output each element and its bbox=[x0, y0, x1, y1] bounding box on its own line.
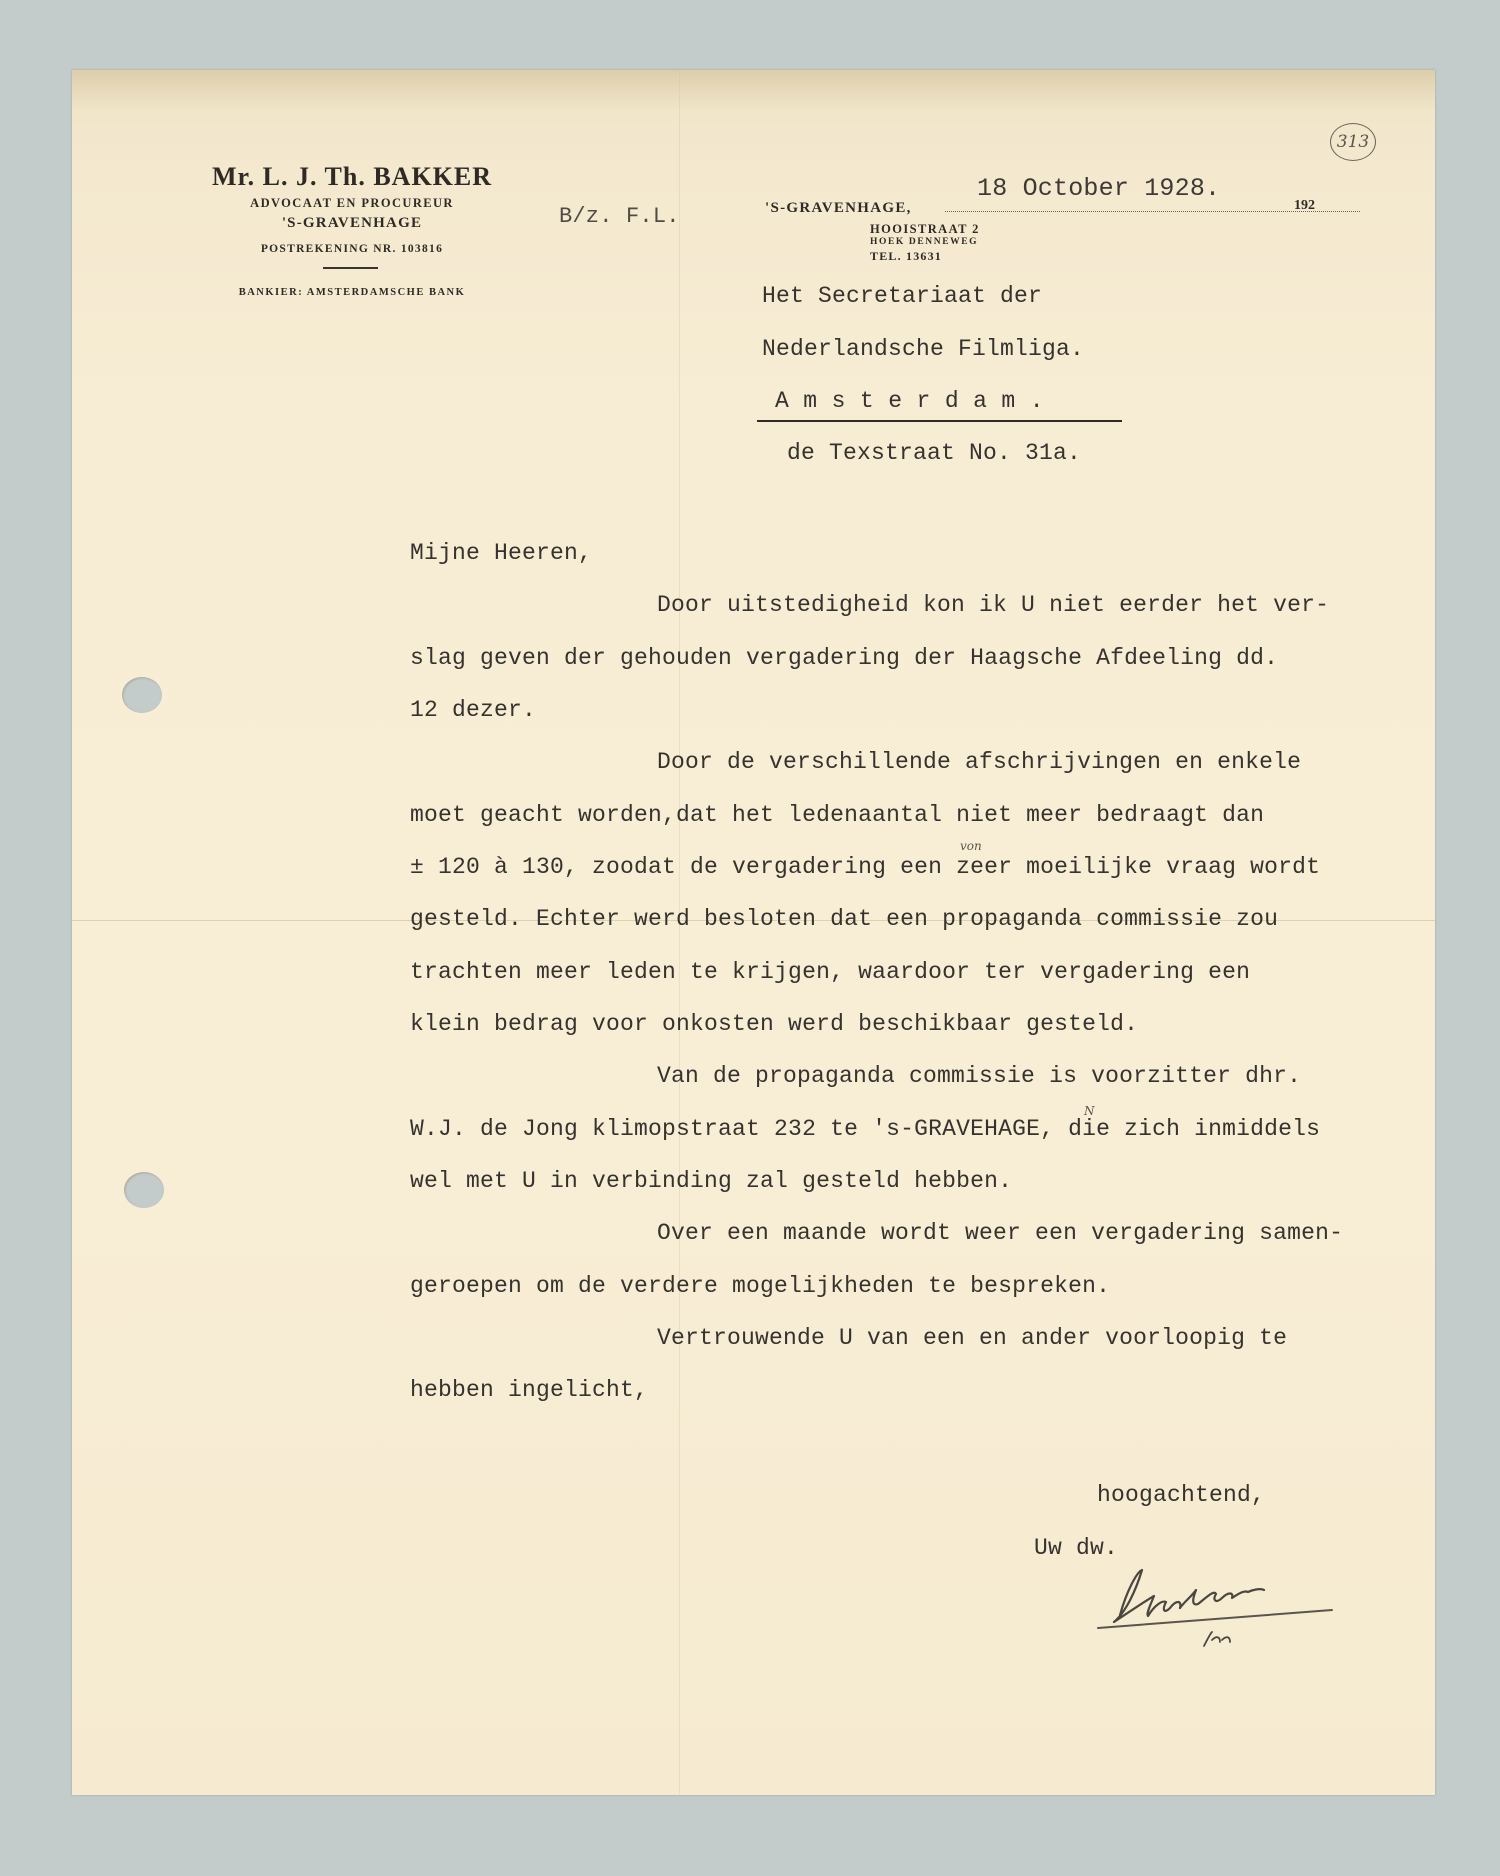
letterhead-telephone: TEL. 13631 bbox=[870, 249, 943, 263]
letterhead-name-surname: BAKKER bbox=[373, 162, 493, 191]
body-line: gesteld. Echter werd besloten dat een propaganda commissie zou bbox=[410, 906, 1279, 932]
body-line: 12 dezer. bbox=[410, 697, 537, 723]
punch-hole-upper bbox=[122, 677, 162, 713]
signoff: Uw dw. bbox=[1034, 1535, 1119, 1561]
letterhead-street: HOOISTRAAT 2 bbox=[870, 222, 980, 236]
body-line: W.J. de Jong klimopstraat 232 te 's-GRAVEHAGE, die zich inmiddels bbox=[410, 1116, 1321, 1142]
letterhead-postal-account: POSTREKENING NR. 103816 bbox=[260, 243, 444, 255]
letterhead-name-prefix: Mr. bbox=[211, 162, 256, 191]
salutation: Mijne Heeren, bbox=[410, 540, 593, 566]
letter-date: 18 October 1928. bbox=[977, 174, 1221, 203]
body-line: Van de propaganda commissie is voorzitter dhr. bbox=[657, 1063, 1302, 1089]
recipient-line: Het Secretariaat der bbox=[762, 283, 1043, 309]
recipient-city-underline bbox=[757, 420, 1122, 422]
body-line: slag geven der gehouden vergadering der Haagsche Afdeeling dd. bbox=[410, 645, 1279, 671]
letterhead-city: 'S-GRAVENHAGE bbox=[281, 215, 423, 231]
letter-reference: B/z. F.L. bbox=[559, 204, 680, 229]
body-line: ± 120 à 130, zoodat de vergadering een zeer moeilijke vraag wordt bbox=[410, 854, 1321, 880]
year-dotted-rule bbox=[1325, 211, 1350, 212]
recipient-city: Amsterdam. bbox=[775, 388, 1059, 414]
recipient-line: de Texstraat No. 31a. bbox=[787, 440, 1082, 466]
body-line: Over een maande wordt weer een vergadering samen- bbox=[657, 1220, 1344, 1246]
archive-page-number: 313 bbox=[1330, 123, 1376, 161]
letter-page bbox=[72, 70, 1435, 1795]
letterhead-year-prefix: 192 bbox=[1294, 198, 1315, 213]
letterhead-place-line: 'S-GRAVENHAGE, bbox=[765, 200, 912, 216]
body-line: hebben ingelicht, bbox=[410, 1377, 649, 1403]
body-line: klein bedrag voor onkosten werd beschikbaar gesteld. bbox=[410, 1011, 1139, 1037]
valediction: hoogachtend, bbox=[1097, 1482, 1266, 1508]
letterhead-bank: BANKIER: AMSTERDAMSCHE BANK bbox=[238, 287, 466, 298]
body-line: Door uitstedigheid kon ik U niet eerder het ver- bbox=[657, 592, 1330, 618]
letterhead-corner: HOEK DENNEWEG bbox=[870, 237, 979, 247]
recipient-line: Nederlandsche Filmliga. bbox=[762, 336, 1085, 362]
letterhead-name-initials: L. J. Th. bbox=[262, 162, 366, 191]
body-line: geroepen om de verdere mogelijkheden te bespreken. bbox=[410, 1273, 1111, 1299]
body-line: Door de verschillende afschrijvingen en enkele bbox=[657, 749, 1302, 775]
letterhead-role: ADVOCAAT EN PROCUREUR bbox=[250, 196, 454, 210]
punch-hole-lower bbox=[124, 1172, 164, 1208]
handwritten-insertion: N bbox=[1084, 1104, 1095, 1118]
handwritten-insertion: von bbox=[960, 839, 982, 853]
body-line: moet geacht worden,dat het ledenaantal niet meer bedraagt dan bbox=[410, 802, 1265, 828]
signature-scrawl-icon bbox=[1092, 1560, 1402, 1655]
body-line: trachten meer leden te krijgen, waardoor ter vergadering een bbox=[410, 959, 1251, 985]
body-line: Vertrouwende U van een en ander voorloopig te bbox=[657, 1325, 1288, 1351]
letterhead-divider bbox=[323, 267, 378, 269]
handwritten-signature bbox=[1092, 1560, 1402, 1655]
vertical-fold-crease bbox=[679, 70, 680, 1795]
body-line: wel met U in verbinding zal gesteld hebben. bbox=[410, 1168, 1013, 1194]
letterhead-name bbox=[172, 162, 532, 192]
